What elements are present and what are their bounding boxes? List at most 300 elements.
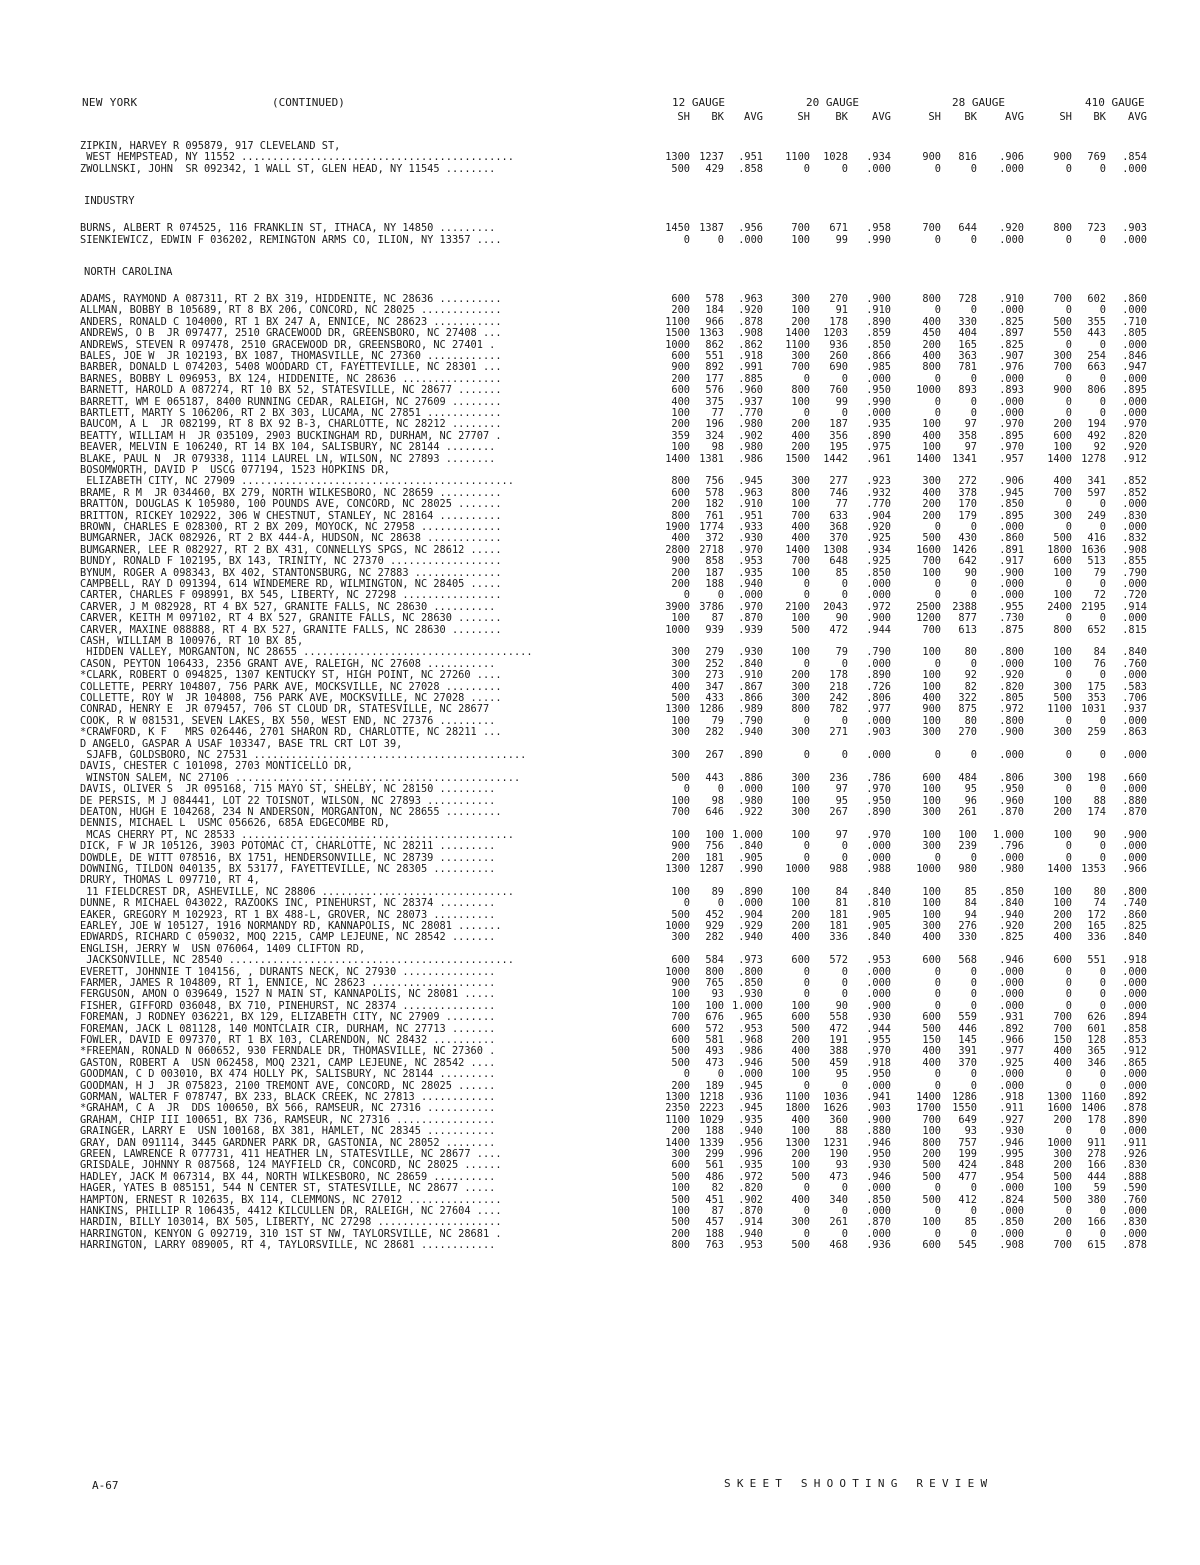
score-cell: 763 <box>705 1239 724 1252</box>
score-cell: 87 <box>711 612 724 625</box>
score-cell: 760 <box>829 384 848 397</box>
score-cell: .000 <box>866 162 891 175</box>
shooter-entry: BOSOMWORTH, DAVID P USCG 077194, 1523 HOPKINS DR, <box>80 465 390 476</box>
score-cell: .955 <box>866 1034 891 1046</box>
score-cell: 2350 <box>665 1102 690 1115</box>
score-cell: 600 <box>1053 954 1072 967</box>
score-cell: 900 <box>1053 151 1072 164</box>
score-cell: 368 <box>829 521 848 533</box>
score-cell: 191 <box>829 1034 848 1046</box>
table-row <box>80 556 1185 567</box>
shooter-entry: BAUCOM, A L JR 082199, RT 8 BX 92 B-3, CHARLOTTE, NC 28212 ........ <box>80 419 502 431</box>
table-row <box>80 932 1185 943</box>
score-cell: 1400 <box>665 1136 690 1149</box>
score-cell: 200 <box>1053 418 1072 431</box>
shooter-entry: CAMPBELL, RAY D 091394, 614 WINDEMERE RD, WILMINGTON, NC 28405 ..... <box>80 579 502 590</box>
score-cell: 0 <box>934 1079 941 1092</box>
score-cell: .000 <box>738 1068 763 1081</box>
score-cell: 1300 <box>1047 1091 1072 1103</box>
score-cell: 0 <box>803 749 810 761</box>
score-cell: .895 <box>999 429 1024 442</box>
score-cell: 700 <box>922 555 941 568</box>
score-cell: 218 <box>829 680 848 693</box>
score-cell: 430 <box>958 532 977 545</box>
score-cell: 300 <box>791 771 810 784</box>
score-cell: .000 <box>866 589 891 602</box>
score-cell: .805 <box>1122 327 1147 340</box>
shooter-entry: ANDREWS, STEVEN R 097478, 2510 GRACEWOOD DR, GREENSBORO, NC 27401 . <box>80 339 496 351</box>
shooter-entry: BEAVER, MELVIN E 106240, RT 14 BX 104, SALISBURY, NC 28144 ........ <box>80 442 496 454</box>
score-cell: 1000 <box>916 863 941 875</box>
score-cell: 559 <box>958 1011 977 1024</box>
score-cell: 347 <box>705 680 724 693</box>
score-cell: 277 <box>829 475 848 488</box>
shooter-entry: GOODMAN, C D 003010, BX 474 HOLLY PK, SALISBURY, NC 28144 ......... <box>80 1069 496 1081</box>
score-cell: 85 <box>964 885 977 898</box>
page-number: A-67 <box>92 1479 119 1492</box>
score-cell: 0 <box>1065 395 1072 408</box>
score-cell: 0 <box>1099 1079 1106 1092</box>
score-cell: 100 <box>922 714 941 727</box>
score-cell: 200 <box>671 372 690 385</box>
score-cell: .904 <box>738 908 763 921</box>
score-cell: 800 <box>922 361 941 374</box>
score-cell: .963 <box>738 486 763 499</box>
score-cell: .947 <box>1122 361 1147 374</box>
shooter-entry: HARRINGTON, LARRY 089005, RT 4, TAYLORSVILLE, NC 28681 ............ <box>80 1240 496 1252</box>
score-cell: .968 <box>738 1034 763 1046</box>
score-cell: 190 <box>829 1148 848 1160</box>
shooter-entry: BUMGARNER, JACK 082926, RT 2 BX 444-A, HUDSON, NC 28638 ............ <box>80 533 502 545</box>
score-cell: 473 <box>705 1056 724 1069</box>
score-cell: 200 <box>1053 1159 1072 1172</box>
score-cell: .995 <box>999 1148 1024 1160</box>
score-cell: .000 <box>866 578 891 590</box>
column-heading: AVG <box>744 111 763 123</box>
score-cell: .820 <box>999 680 1024 693</box>
score-cell: 1286 <box>952 1091 977 1103</box>
score-cell: 100 <box>1053 566 1072 579</box>
score-cell: 3786 <box>699 600 724 613</box>
score-cell: 0 <box>970 407 977 419</box>
score-cell: .710 <box>1122 315 1147 328</box>
score-cell: .706 <box>1122 692 1147 704</box>
score-cell: 900 <box>671 361 690 374</box>
score-cell: 761 <box>705 509 724 522</box>
score-cell: 0 <box>841 977 848 989</box>
score-cell: .825 <box>1122 920 1147 932</box>
score-cell: 178 <box>829 669 848 682</box>
score-cell: 600 <box>671 1034 690 1046</box>
score-cell: 355 <box>1087 315 1106 328</box>
score-cell: 77 <box>711 407 724 419</box>
score-cell: 1774 <box>699 521 724 533</box>
score-cell: 1286 <box>699 703 724 716</box>
score-cell: 100 <box>1053 589 1072 602</box>
table-row <box>80 898 1185 909</box>
score-cell: .927 <box>999 1113 1024 1126</box>
column-heading: BK <box>835 111 848 123</box>
shooter-entry: GREEN, LAWRENCE R 077731, 411 HEATHER LN, STATESVILLE, NC 28677 .... <box>80 1149 502 1160</box>
score-cell: .890 <box>866 429 891 442</box>
shooter-entry: FOREMAN, JACK L 081128, 140 MONTCLAIR CIR, DURHAM, NC 27713 ....... <box>80 1023 496 1035</box>
score-cell: 0 <box>841 589 848 602</box>
shooter-entry: COOK, R W 081531, SEVEN LAKES, BX 550, WEST END, NC 27376 ......... <box>80 715 496 727</box>
score-cell: 128 <box>1087 1034 1106 1046</box>
score-cell: 472 <box>829 1022 848 1035</box>
score-cell: .000 <box>1122 1227 1147 1240</box>
score-cell: .790 <box>1122 566 1147 579</box>
score-cell: 1160 <box>1081 1091 1106 1103</box>
shooter-entry: DEATON, HUGH E 104268, 234 N ANDERSON, MORGANTON, NC 28655 ......... <box>80 807 502 818</box>
shooter-entry: BARTLETT, MARTY S 106206, RT 2 BX 303, LUCAMA, NC 27851 ............ <box>80 408 502 419</box>
score-cell: .957 <box>999 452 1024 465</box>
score-cell: 500 <box>791 1056 810 1069</box>
score-cell: .000 <box>1122 1125 1147 1138</box>
score-cell: 1636 <box>1081 543 1106 556</box>
score-cell: 600 <box>671 1022 690 1035</box>
score-cell: .953 <box>738 1022 763 1035</box>
score-cell: .977 <box>866 703 891 716</box>
score-cell: 0 <box>803 407 810 419</box>
score-cell: .000 <box>1122 407 1147 419</box>
score-cell: .000 <box>999 407 1024 419</box>
score-cell: 189 <box>705 1079 724 1092</box>
score-cell: .000 <box>1122 714 1147 727</box>
score-cell: 0 <box>841 851 848 864</box>
score-cell: .800 <box>738 965 763 978</box>
score-cell: 100 <box>671 885 690 898</box>
score-cell: 0 <box>934 1227 941 1240</box>
score-cell: 728 <box>958 293 977 305</box>
score-cell: 300 <box>922 475 941 488</box>
score-cell: .945 <box>738 1102 763 1115</box>
score-cell: 429 <box>705 162 724 175</box>
score-cell: .000 <box>999 521 1024 533</box>
score-cell: 95 <box>964 783 977 796</box>
score-cell: .760 <box>1122 657 1147 670</box>
score-cell: 85 <box>835 566 848 579</box>
score-cell: 0 <box>1065 304 1072 317</box>
score-cell: .000 <box>999 988 1024 1001</box>
score-cell: .900 <box>1122 828 1147 841</box>
score-cell: .890 <box>866 806 891 818</box>
score-cell: 179 <box>958 509 977 522</box>
score-cell: 400 <box>922 1056 941 1069</box>
score-cell: .929 <box>738 920 763 932</box>
score-cell: 0 <box>934 233 941 246</box>
score-cell: 0 <box>970 162 977 175</box>
score-cell: 79 <box>711 714 724 727</box>
score-cell: 2718 <box>699 543 724 556</box>
score-cell: 2400 <box>1047 600 1072 613</box>
score-cell: 0 <box>683 897 690 910</box>
score-cell: 600 <box>1053 555 1072 568</box>
score-cell: .980 <box>738 794 763 807</box>
score-cell: 0 <box>1065 612 1072 625</box>
score-cell: 0 <box>841 749 848 761</box>
score-cell: .940 <box>738 931 763 944</box>
shooter-entry: ELIZABETH CITY, NC 27909 ............................................ <box>80 476 514 488</box>
score-cell: 800 <box>1053 623 1072 636</box>
score-cell: 1029 <box>699 1113 724 1126</box>
publication-title: SKEET SHOOTING REVIEW <box>724 1477 994 1490</box>
score-cell: .980 <box>738 441 763 454</box>
score-cell: 0 <box>934 1068 941 1081</box>
score-cell: 676 <box>705 1011 724 1024</box>
score-cell: 324 <box>705 429 724 442</box>
score-cell: 0 <box>803 714 810 727</box>
score-cell: 858 <box>705 555 724 568</box>
score-cell: 671 <box>829 222 848 235</box>
shooter-entry: HADLEY, JACK M 067314, BX 44, NORTH WILKESBORO, NC 28659 .......... <box>80 1171 496 1183</box>
shooter-entry: HAGER, YATES B 085151, 544 N CENTER ST, STATESVILLE, NC 28677 ..... <box>80 1183 496 1195</box>
score-cell: .965 <box>738 1011 763 1024</box>
score-cell: .920 <box>999 222 1024 235</box>
score-cell: .870 <box>738 1205 763 1217</box>
score-cell: 2043 <box>823 600 848 613</box>
score-cell: 0 <box>934 162 941 175</box>
score-cell: 100 <box>922 646 941 659</box>
score-cell: 0 <box>1099 999 1106 1012</box>
score-cell: .863 <box>1122 726 1147 739</box>
score-cell: 400 <box>922 1045 941 1058</box>
score-cell: 746 <box>829 486 848 499</box>
score-cell: .914 <box>738 1216 763 1229</box>
score-cell: 200 <box>922 498 941 511</box>
score-cell: 1300 <box>665 151 690 164</box>
score-cell: .970 <box>738 543 763 556</box>
score-cell: .000 <box>999 1182 1024 1195</box>
score-cell: .945 <box>999 486 1024 499</box>
score-cell: 98 <box>711 441 724 454</box>
score-cell: .990 <box>866 233 891 246</box>
score-cell: .000 <box>866 1205 891 1217</box>
score-cell: 0 <box>1099 304 1106 317</box>
score-cell: 400 <box>791 521 810 533</box>
shooter-entry: D ANGELO, GASPAR A USAF 103347, BASE TRL CRT LOT 39, <box>80 738 403 750</box>
score-cell: 353 <box>1087 692 1106 704</box>
score-cell: 300 <box>791 806 810 818</box>
table-row <box>80 727 1185 738</box>
score-cell: 1426 <box>952 543 977 556</box>
score-cell: 400 <box>1053 1056 1072 1069</box>
score-cell: 100 <box>791 612 810 625</box>
shooter-entry: 11 FIELDCREST DR, ASHEVILLE, NC 28806 ............................... <box>80 886 514 898</box>
table-row <box>80 164 1185 175</box>
score-cell: .878 <box>1122 1239 1147 1252</box>
score-cell: 756 <box>705 475 724 488</box>
score-cell: 1400 <box>1047 452 1072 465</box>
score-cell: .972 <box>999 703 1024 716</box>
shooter-entry: CARVER, MAXINE 088888, RT 4 BX 527, GRANITE FALLS, NC 28630 ........ <box>80 624 502 636</box>
score-cell: 200 <box>1053 1113 1072 1126</box>
score-cell: 0 <box>683 783 690 796</box>
score-cell: 0 <box>1065 1227 1072 1240</box>
score-cell: .937 <box>1122 703 1147 716</box>
score-cell: 1278 <box>1081 452 1106 465</box>
score-cell: 300 <box>671 657 690 670</box>
score-cell: 900 <box>1053 384 1072 397</box>
score-cell: 336 <box>829 931 848 944</box>
score-cell: 93 <box>835 1159 848 1172</box>
score-cell: .000 <box>866 851 891 864</box>
score-cell: 100 <box>922 1125 941 1138</box>
score-cell: .920 <box>999 920 1024 932</box>
score-cell: .840 <box>999 897 1024 910</box>
score-cell: 1626 <box>823 1102 848 1115</box>
score-cell: .930 <box>999 1125 1024 1138</box>
score-cell: .906 <box>999 151 1024 164</box>
score-cell: .824 <box>999 1193 1024 1206</box>
score-cell: 900 <box>671 840 690 853</box>
score-cell: 400 <box>791 1193 810 1206</box>
score-cell: 200 <box>671 304 690 317</box>
score-cell: 477 <box>958 1170 977 1183</box>
table-row <box>80 1069 1185 1080</box>
score-cell: 0 <box>1099 1125 1106 1138</box>
score-cell: 0 <box>1099 965 1106 978</box>
score-cell: 0 <box>1099 749 1106 761</box>
score-cell: 236 <box>829 771 848 784</box>
score-cell: .866 <box>866 350 891 362</box>
score-cell: .853 <box>1122 1034 1147 1046</box>
score-cell: 300 <box>671 726 690 739</box>
score-cell: 0 <box>970 965 977 978</box>
score-cell: .870 <box>738 612 763 625</box>
score-cell: 270 <box>958 726 977 739</box>
score-cell: .000 <box>738 589 763 602</box>
score-cell: 1300 <box>665 703 690 716</box>
score-cell: 100 <box>1053 885 1072 898</box>
score-cell: 400 <box>791 532 810 545</box>
shooter-entry: *CLARK, ROBERT O 094825, 1307 KENTUCKY ST, HIGH POINT, NC 27260 .... <box>80 670 502 682</box>
score-cell: 551 <box>705 350 724 362</box>
score-cell: 600 <box>922 771 941 784</box>
score-cell: .900 <box>999 566 1024 579</box>
score-cell: .760 <box>1122 1193 1147 1206</box>
score-cell: 1300 <box>785 1136 810 1149</box>
score-cell: 0 <box>970 521 977 533</box>
score-cell: 188 <box>705 1125 724 1138</box>
table-row <box>80 841 1185 852</box>
score-cell: 400 <box>922 350 941 362</box>
score-cell: 100 <box>791 1125 810 1138</box>
column-heading: BK <box>711 111 724 123</box>
score-cell: 600 <box>671 350 690 362</box>
score-cell: 700 <box>791 555 810 568</box>
score-cell: .941 <box>866 1091 891 1103</box>
score-cell: 400 <box>1053 1045 1072 1058</box>
column-heading: SH <box>797 111 810 123</box>
shooter-entry: HAMPTON, ERNEST R 102635, BX 114, CLEMMONS, NC 27012 ............... <box>80 1194 502 1206</box>
score-cell: .000 <box>738 897 763 910</box>
score-cell: .976 <box>999 361 1024 374</box>
score-cell: .893 <box>999 384 1024 397</box>
score-cell: .850 <box>738 977 763 989</box>
score-cell: 1.000 <box>732 828 763 841</box>
score-cell: 0 <box>1099 338 1106 351</box>
score-cell: .930 <box>866 1011 891 1024</box>
score-cell: 0 <box>1099 840 1106 853</box>
score-cell: 100 <box>791 999 810 1012</box>
score-cell: 0 <box>717 783 724 796</box>
score-cell: .000 <box>866 657 891 670</box>
score-cell: .920 <box>738 304 763 317</box>
score-cell: .906 <box>999 475 1024 488</box>
state-heading: NEW YORK <box>82 96 138 109</box>
score-cell: 459 <box>829 1056 848 1069</box>
score-cell: 578 <box>705 293 724 305</box>
score-cell: 194 <box>1087 418 1106 431</box>
score-cell: .986 <box>738 452 763 465</box>
score-cell: 0 <box>970 372 977 385</box>
score-cell: 0 <box>1099 395 1106 408</box>
score-cell: 400 <box>791 1045 810 1058</box>
score-cell: 0 <box>1099 783 1106 796</box>
score-cell: 0 <box>841 1205 848 1217</box>
score-cell: .970 <box>1122 418 1147 431</box>
score-cell: .000 <box>1122 304 1147 317</box>
score-cell: .885 <box>738 372 763 385</box>
score-cell: 0 <box>1065 1125 1072 1138</box>
score-cell: 578 <box>705 486 724 499</box>
score-cell: 96 <box>964 794 977 807</box>
score-cell: 100 <box>958 828 977 841</box>
score-cell: 500 <box>671 162 690 175</box>
score-cell: 400 <box>671 532 690 545</box>
score-cell: 300 <box>671 646 690 659</box>
score-cell: 100 <box>1053 1182 1072 1195</box>
score-cell: 400 <box>922 931 941 944</box>
score-cell: 0 <box>934 521 941 533</box>
score-cell: .860 <box>999 532 1024 545</box>
score-cell: 1000 <box>665 338 690 351</box>
score-cell: .880 <box>1122 794 1147 807</box>
score-cell: 400 <box>922 486 941 499</box>
score-cell: 254 <box>1087 350 1106 362</box>
score-cell: .914 <box>1122 600 1147 613</box>
score-cell: 500 <box>1053 1170 1072 1183</box>
score-cell: .860 <box>1122 293 1147 305</box>
score-cell: .970 <box>999 418 1024 431</box>
shooter-entry: CARVER, J M 082928, RT 4 BX 527, GRANITE FALLS, NC 28630 .......... <box>80 601 496 613</box>
score-cell: 558 <box>829 1011 848 1024</box>
score-cell: .892 <box>1122 1091 1147 1103</box>
shooter-entry: ZIPKIN, HARVEY R 095879, 917 CLEVELAND ST, <box>80 141 341 152</box>
score-cell: 267 <box>705 749 724 761</box>
score-cell: 1500 <box>785 452 810 465</box>
score-cell: 0 <box>1065 1068 1072 1081</box>
score-cell: 1.000 <box>993 828 1024 841</box>
score-cell: .922 <box>738 806 763 818</box>
table-row <box>80 955 1185 966</box>
score-cell: 700 <box>1053 361 1072 374</box>
score-cell: .000 <box>999 589 1024 602</box>
score-cell: 249 <box>1087 509 1106 522</box>
shooter-entry: BARNETT, HAROLD A 087274, RT 10 BX 52, STATESVILLE, NC 28677 ....... <box>80 385 502 397</box>
score-cell: 100 <box>671 794 690 807</box>
score-cell: 513 <box>1087 555 1106 568</box>
score-cell: 0 <box>841 1182 848 1195</box>
score-cell: 359 <box>671 429 690 442</box>
score-cell: 443 <box>1087 327 1106 340</box>
score-cell: 95 <box>835 794 848 807</box>
score-cell: 0 <box>841 840 848 853</box>
score-cell: .000 <box>1122 338 1147 351</box>
score-cell: .000 <box>1122 498 1147 511</box>
score-cell: 700 <box>791 361 810 374</box>
